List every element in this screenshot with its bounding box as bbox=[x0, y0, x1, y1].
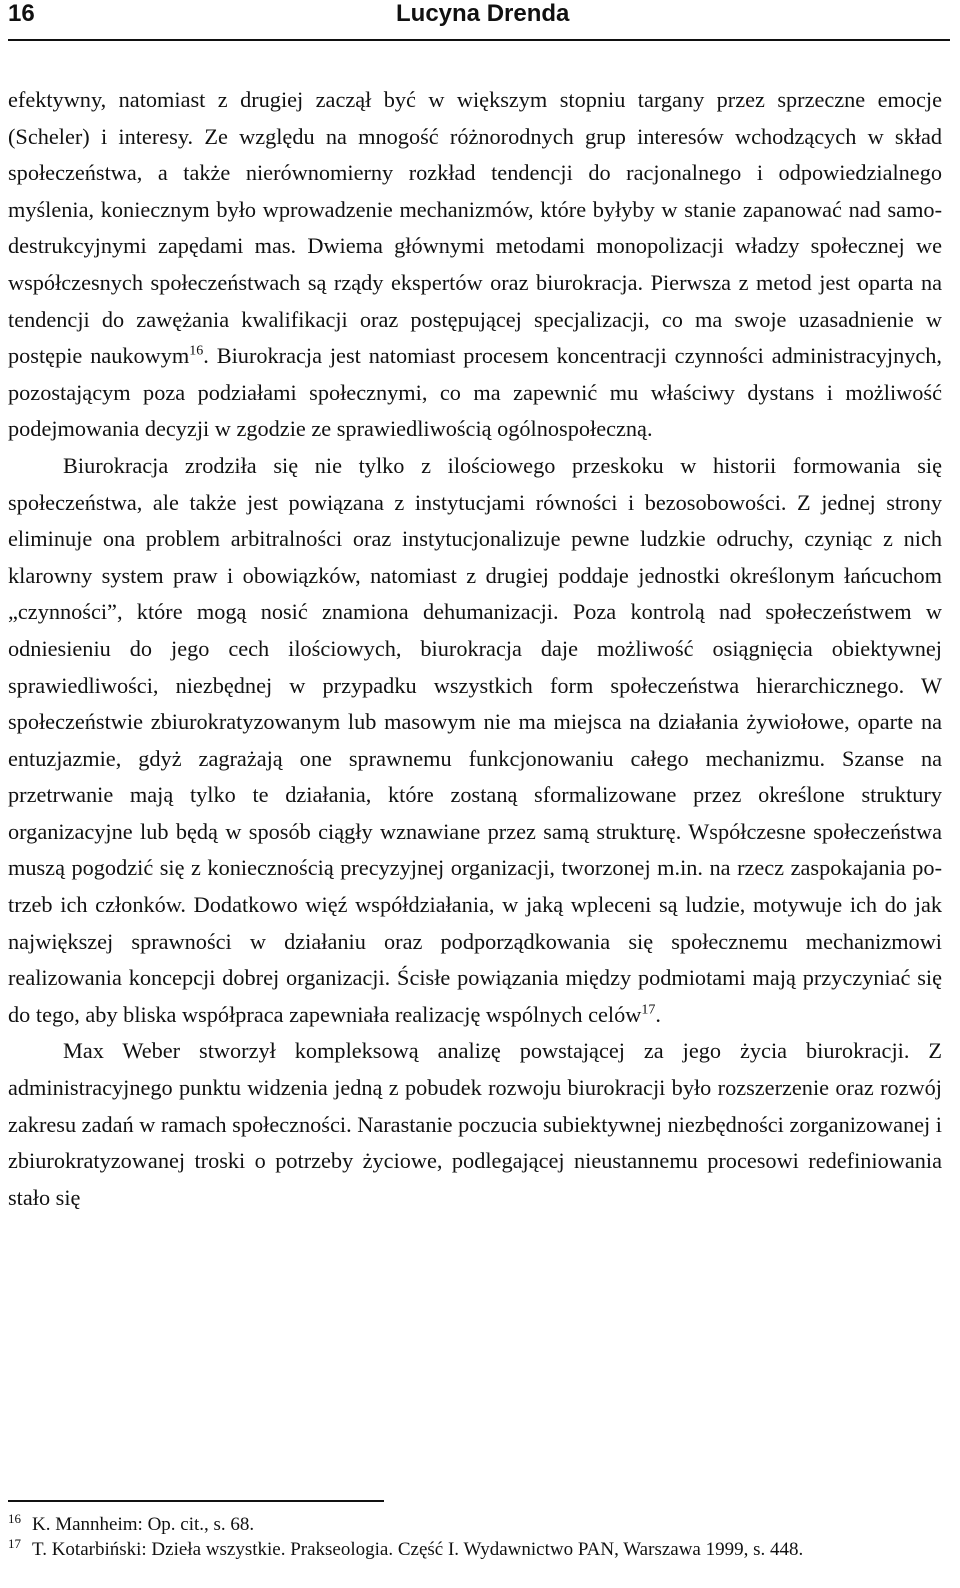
footnote-17 bbox=[8, 1537, 942, 1562]
footnote-ref-16[interactable]: 16 bbox=[189, 343, 204, 359]
footnote-text: T. Kotarbiński: Dzieła wszystkie. Prakseologia. Część I. Wydawnictwo PAN, Warszawa 1999, s. 448. bbox=[32, 1539, 804, 1560]
footnote-number: 16 bbox=[8, 1511, 21, 1526]
paragraph-2-text-a: Biurokracja zrodziła się nie tylko z ilościowego przeskoku w historii formowania się społeczeństwa, ale także jest powiązana z instytucjami równości i bezosobowości. Z jednej strony eliminuje ona problem arbitralności oraz instytucjonalizuje pewne ludzkie odruchy, czyniąc z nich klarowny system praw i obowiązków, natomiast z drugiej poddaje jednostki określonym łańcuchom „czynności”, które mogą nosić znamiona dehumanizacji. Poza kontrolą nad społeczeństwem w odniesieniu do jego cech ilościowych, biurokracja daje możliwość osiągnięcia obiektywnej sprawiedliwości, niezbędnej w przypadku wszystkich form społeczeństwa hierarchicznego. W społeczeństwie zbiurokratyzowanym lub masowym nie ma miejsca na działania żywiołowe, oparte na entuzjazmie, gdyż zagrażają one sprawnemu funkcjonowaniu całego mechanizmu. Szanse na przetrwanie mają tylko te działania, które zostaną sformalizowane przez określone struktury organizacyjne lub będą w sposób ciągły wznawiane przez samą strukturę. Współczesne społeczeństwa muszą pogodzić się z koniecznością precyzyjnej organizacji, tworzonej m.in. na rzecz zaspokajania potrzeb ich członków. Dodatkowo więź współdziałania, w jaką wpleceni są ludzie, motywuje ich do jak największej sprawności w działaniu oraz podporządkowania się społecznemu mechanizmowi realizowania koncepcji dobrej organizacji. Ścisłe powiązania między podmiotami mają przyczyniać się do tego, aby bliska współpraca zapewniała realizację wspólnych celów bbox=[8, 452, 942, 1027]
paragraph-2-text-b: . bbox=[655, 1001, 661, 1027]
footnote-text: K. Mannheim: Op. cit., s. 68. bbox=[32, 1514, 255, 1535]
header-rule bbox=[8, 39, 950, 41]
paragraph-3: Max Weber stworzył kompleksową analizę powstającej za jego życia biurokracji. Z administracyjnego punktu widzenia jedną z pobudek rozwoju biurokracji było rozszerzenie oraz rozwój zakresu zadań w ramach społeczności. Narastanie poczucia subiektywnej niezbędności zorganizowanej i zbiurokratyzowanej troski o potrzeby życiowe, podlegającej nieustannemu procesowi redefiniowania stało się bbox=[8, 1038, 942, 1210]
paragraph-1-text-b: . Biurokracja jest natomiast procesem koncentracji czynności administracyjnych, pozostającym poza podziałami społecznymi, co ma zapewnić mu właściwy dystans i możliwość podejmowania decyzji w zgodzie ze sprawiedliwością ogólnospołeczną. bbox=[8, 343, 942, 442]
footnote-ref-17[interactable]: 17 bbox=[641, 1002, 656, 1018]
paragraph-1 bbox=[8, 82, 942, 448]
footnote-number: 17 bbox=[8, 1536, 21, 1551]
running-head: Lucyna Drenda bbox=[396, 0, 570, 27]
paragraph-2 bbox=[8, 448, 942, 1034]
paragraph-1-text-a: efektywny, natomiast z drugiej zaczął być w większym stopniu targany przez sprzeczne emocje (Scheler) i interesy. Ze względu na mnogość różnorodnych grup interesów wchodzących w skład społeczeństwa, a także nierównomierny rozkład tendencji do racjonalnego i odpowiedzialnego myślenia, koniecznym było wprowadzenie mechanizmów, które byłyby w stanie zapanować nad samodestrukcyjnymi zapędami mas. Dwiema głównymi metodami monopolizacji władzy społecznej we współczesnych społeczeństwach są rządy ekspertów oraz biurokracja. Pierwsza z metod jest oparta na tendencji do zawężania kwalifikacji oraz postępującej specjalizacji, co ma swoje uzasadnienie w postępie naukowym bbox=[8, 87, 942, 369]
page-header bbox=[8, 0, 950, 40]
page-number: 16 bbox=[8, 0, 35, 27]
footnotes bbox=[8, 1512, 942, 1562]
footnote-separator bbox=[8, 1500, 384, 1502]
footnote-16 bbox=[8, 1512, 942, 1537]
body-text bbox=[8, 82, 942, 1216]
